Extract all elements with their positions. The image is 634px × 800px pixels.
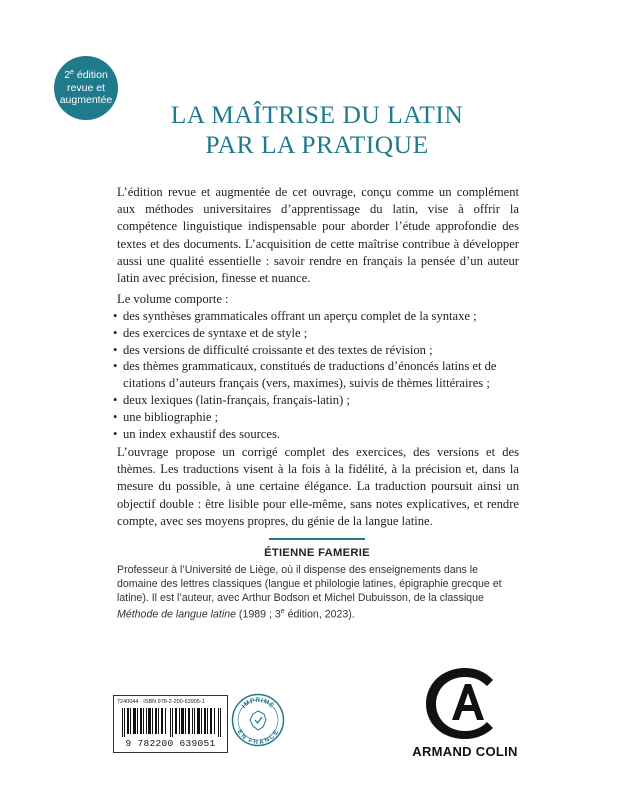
list-item: • deux lexiques (latin-français, français-latin) ;: [113, 392, 533, 409]
isbn-barcode: [113, 695, 228, 753]
book-title-line2: PAR LA PRATIQUE: [205, 130, 429, 159]
badge-line2: revue et: [67, 81, 105, 94]
book-title-line1: LA MAÎTRISE DU LATIN: [170, 100, 464, 129]
bio-sup: e: [280, 608, 285, 615]
publisher-name: ARMAND COLIN: [412, 744, 518, 759]
isbn-number: 9 782200 639051: [125, 738, 216, 749]
list-item: • des versions de difficulté croissante et des textes de révision ;: [113, 342, 533, 359]
edition-label: édition: [73, 69, 108, 82]
edition-number: 2: [64, 69, 71, 82]
list-item: • des synthèses grammaticales offrant un aperçu complet de la syntaxe ;: [113, 308, 533, 325]
seal-bottom-text: EN FRANCE: [235, 728, 281, 747]
contents-intro: Le volume comporte :: [117, 292, 229, 306]
author-bio: [117, 563, 519, 622]
contents-list: [113, 308, 533, 442]
list-item: • une bibliographie ;: [113, 409, 533, 426]
list-item: • des thèmes grammaticaux, constitués de traductions d’énoncés latins et de citations d’auteurs français (vers, maximes), suivis de thèmes littéraires ;: [113, 358, 533, 392]
summary-paragraph: L’ouvrage propose un corrigé complet des exercices, des versions et des thèmes. Les traductions visent à la fois à la fidélité, à la précision et, dans la mesure du possible, à une certaine élégance. La traduction poursuit ainsi un objectif double : être lisible pour elle-même, sans notes explicatives, et rendre compte, avec ses moyens propres, du génie de la langue latine.: [117, 445, 519, 528]
bio-text-3: édition, 2023).: [284, 608, 355, 621]
section-divider: [269, 538, 365, 540]
bio-text-2: (1989 ; 3: [235, 608, 281, 621]
bio-text: Professeur à l’Université de Liège, où il dispense des enseignements dans le domaine des lettres classiques (langue et philologie latines, épigraphie grecque et latine). Il est l’auteur, avec Arthur Bodson et Michel Dubuisson, de la classique: [117, 564, 502, 604]
barcode-bars: [122, 708, 222, 737]
bio-book-title: Méthode de langue latine: [117, 608, 236, 621]
description-paragraph: L’édition revue et augmentée de cet ouvrage, conçu comme un complément aux méthodes universitaires d’apprentissage du latin, vise à offrir la compétence linguistique indispensable pour aborder l’étude approfondie des textes et des documents. L’acquisition de cette maîtrise contribue à développer aussi une qualité essentielle : savoir rendre en français la pensée d’un auteur latin avec précision, finesse et nuance.: [117, 185, 519, 286]
badge-line3: augmentée: [59, 94, 113, 107]
armand-colin-logo-icon: [418, 662, 512, 742]
list-item: • des exercices de syntaxe et de style ;: [113, 325, 533, 342]
edition-sup: e: [70, 69, 74, 77]
seal-top-text: IMPRIMÉ: [240, 697, 276, 710]
author-name: ÉTIENNE FAMERIE: [264, 547, 370, 559]
imprime-en-france-seal: [231, 693, 285, 747]
list-item: • un index exhaustif des sources.: [113, 426, 533, 443]
isbn-label: 7240044 · ISBN 978-2-200-63905-1: [117, 699, 205, 705]
